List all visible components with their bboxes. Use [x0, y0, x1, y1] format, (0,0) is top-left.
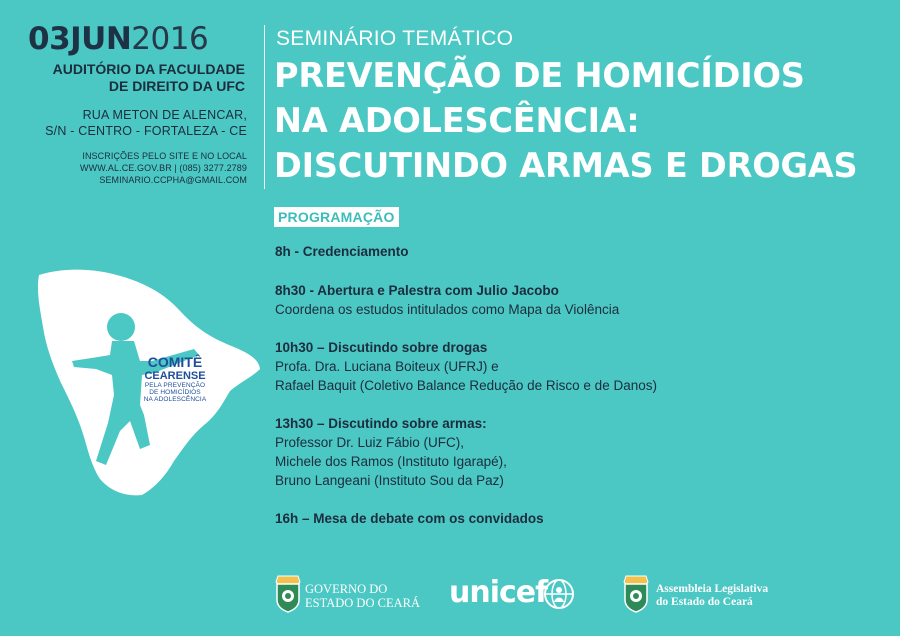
schedule-item	[275, 338, 657, 395]
unicef-logo-text: unicef	[449, 575, 548, 610]
address-line: RUA METON DE ALENCAR,	[82, 108, 247, 122]
schedule-item-head: 16h – Mesa de debate com os convidados	[275, 511, 544, 526]
event-date	[28, 22, 248, 56]
schedule-item-detail: Profa. Dra. Luciana Boiteux (UFRJ) e	[275, 359, 499, 374]
committee-line: DE HOMICÍDIOS	[149, 389, 201, 396]
event-venue	[0, 61, 245, 95]
gov-line: ESTADO DO CEARÁ	[305, 596, 420, 610]
ceara-coat-of-arms-icon	[274, 574, 302, 614]
schedule-item-head: 10h30 – Discutindo sobre drogas	[275, 340, 488, 355]
committee-logo-text	[138, 355, 212, 403]
al-line: do Estado do Ceará	[656, 596, 753, 608]
schedule-item	[275, 414, 507, 490]
schedule-item-detail: Coordena os estudos intitulados como Mapa da Violência	[275, 302, 620, 317]
program-heading: PROGRAMAÇÃO	[274, 207, 399, 227]
committee-line: PELA PREVENÇÃO	[144, 382, 206, 389]
assembly-coat-of-arms-icon	[622, 574, 650, 614]
schedule-item-detail: Michele dos Ramos (Instituto Igarapé),	[275, 454, 507, 469]
title-line: PREVENÇÃO DE HOMICÍDIOS	[274, 56, 805, 95]
contact-line: INSCRIÇÕES PELO SITE E NO LOCAL	[82, 151, 247, 161]
title-line: NA ADOLESCÊNCIA:	[274, 101, 640, 140]
schedule-item-head: 8h30 - Abertura e Palestra com Julio Jacobo	[275, 283, 559, 298]
schedule-item-detail: Professor Dr. Luiz Fábio (UFC),	[275, 435, 465, 450]
government-ceara-logo-text	[305, 582, 420, 610]
title-line: DISCUTINDO ARMAS E DROGAS	[274, 146, 858, 185]
address-line: S/N - CENTRO - FORTALEZA - CE	[45, 124, 247, 138]
event-date-day-month: 03JUN	[28, 21, 132, 57]
schedule-item-head: 8h - Credenciamento	[275, 244, 409, 259]
schedule-item	[275, 281, 619, 319]
committee-line: COMITÊ	[147, 354, 203, 370]
committee-line: NA ADOLESCÊNCIA	[143, 396, 207, 403]
venue-line: DE DIREITO DA UFC	[108, 78, 245, 94]
contact-line: WWW.AL.CE.GOV.BR | (085) 3277.2789	[80, 163, 247, 173]
venue-line: AUDITÓRIO DA FACULDADE	[52, 61, 245, 77]
event-contact	[0, 150, 247, 186]
schedule-item-detail: Rafael Baquit (Coletivo Balance Redução de Risco e de Danos)	[275, 378, 657, 393]
committee-line: CEARENSE	[144, 370, 206, 382]
header-divider	[264, 25, 265, 189]
legislative-assembly-logo-text	[656, 583, 768, 609]
al-line: Assembleia Legislativa	[656, 583, 769, 595]
main-title	[274, 53, 894, 188]
event-address	[0, 107, 247, 139]
unicef-globe-icon	[543, 578, 575, 610]
schedule-item	[275, 242, 409, 261]
gov-line: GOVERNO DO	[305, 582, 388, 596]
contact-line: SEMINARIO.CCPHA@GMAIL.COM	[99, 175, 247, 185]
schedule-item-head: 13h30 – Discutindo sobre armas:	[275, 416, 487, 431]
event-date-year: 2016	[131, 21, 209, 57]
schedule-item-detail: Bruno Langeani (Instituto Sou da Paz)	[275, 473, 504, 488]
schedule-item	[275, 509, 544, 528]
seminar-type: SEMINÁRIO TEMÁTICO	[276, 27, 514, 50]
